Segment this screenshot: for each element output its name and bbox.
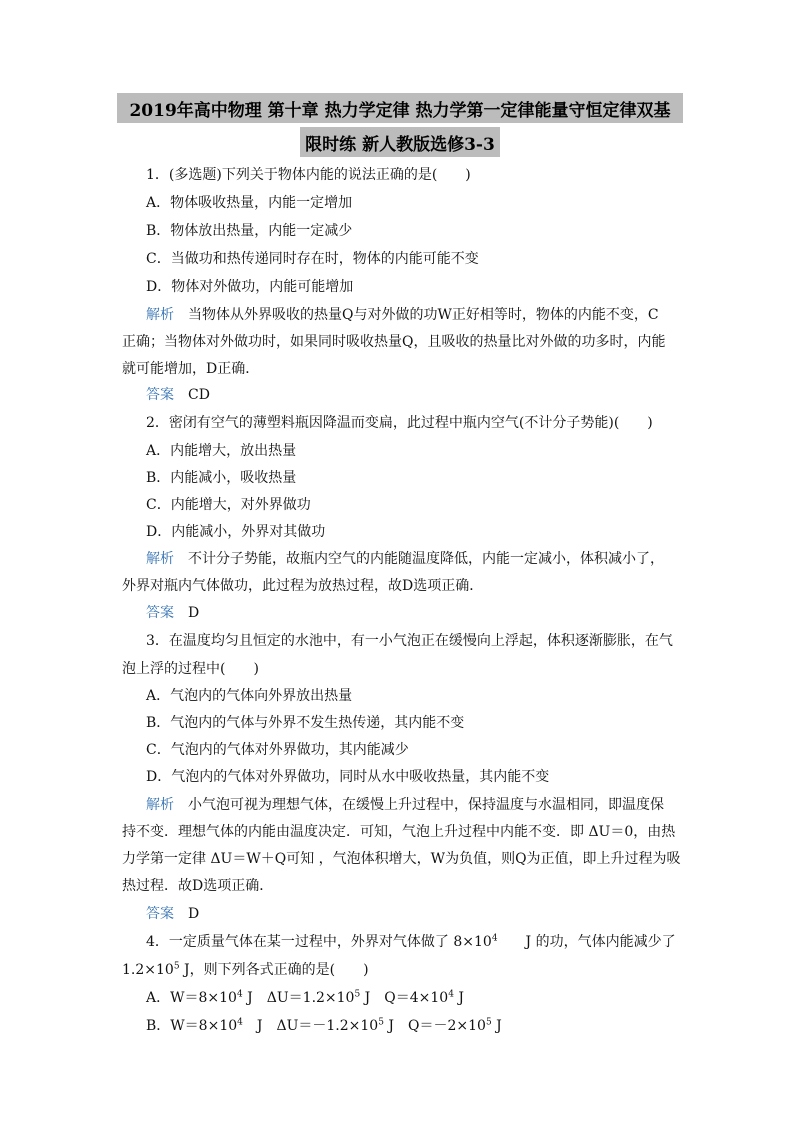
q2-answer: 答案 D — [146, 605, 200, 621]
q4-option-a: A．$W=8\times 10^4$ J $\Delta U=1.2\times 10^5$ J $Q=4\times 10^4$ J — [146, 989, 464, 1006]
q2-option-b: B．内能减小，吸收热量 — [146, 470, 297, 486]
analysis-label: 解析 — [146, 307, 174, 323]
q4-stem: 4．一定质量气体在某一过程中，外界对气体做了 $8\times 10^4$ J 的功，气体内能减少了 — [146, 933, 676, 950]
q3-stem: 3．在温度均匀且恒定的水池中，有一小气泡正在缓慢向上浮起，体积逐渐膨胀，在气 — [146, 633, 673, 649]
q1-option-b: B．物体放出热量，内能一定减少 — [146, 223, 353, 239]
q3-analysis: 解析 小气泡可视为理想气体，在缓慢上升过程中，保持温度与水温相同，即温度保 — [146, 797, 664, 813]
q3-option-a: A．气泡内的气体向外界放出热量 — [146, 688, 353, 704]
q1-option-c: C．当做功和热传递同时存在时，物体的内能可能不变 — [146, 251, 479, 267]
q3-option-c: C．气泡内的气体对外界做功，其内能减少 — [146, 742, 409, 758]
q1-stem: 1．(多选题)下列关于物体内能的说法正确的是( ) — [146, 167, 471, 183]
page-title: 2019年高中物理 第十章 热力学定律 热力学第一定律能量守恒定律双基 — [129, 101, 671, 121]
q3-answer: 答案 D — [146, 906, 200, 922]
q1-answer: 答案 CD — [146, 387, 210, 403]
q3-option-d: D．气泡内的气体对外界做功，同时从水中吸收热量，其内能不变 — [146, 769, 550, 785]
q2-option-c: C．内能增大，对外界做功 — [146, 497, 311, 513]
answer-label: 答案 — [146, 906, 174, 922]
q4-option-b: B．$W=8\times 10^4$ J $\Delta U=-1.2\times 10^5$ J $Q=-2\times 10^5$ J — [146, 1017, 502, 1034]
q2-stem: 2．密闭有空气的薄塑料瓶因降温而变扁，此过程中瓶内空气(不计分子势能)( ) — [146, 415, 653, 431]
q1-analysis-cont: 就可能增加，D正确． — [122, 361, 260, 377]
q1-option-a: A．物体吸收热量，内能一定增加 — [146, 195, 353, 211]
page-title-line2: 限时练 新人教版选修3-3 — [305, 135, 495, 155]
q4-stem-cont: $1.2\times 10^5$ J，则下列各式正确的是( ) — [122, 961, 369, 978]
answer-label: 答案 — [146, 605, 174, 621]
analysis-label: 解析 — [146, 797, 174, 813]
answer-label: 答案 — [146, 387, 174, 403]
q3-analysis-cont: 热过程．故D选项正确． — [122, 878, 274, 894]
q1-analysis: 解析 当物体从外界吸收的热量Q与对外做的功W正好相等时，物体的内能不变，C — [146, 307, 659, 323]
q2-analysis: 解析 不计分子势能，故瓶内空气的内能随温度降低，内能一定减小，体积减小了， — [146, 551, 664, 567]
q2-analysis-cont: 外界对瓶内气体做功，此过程为放热过程，故D选项正确． — [122, 578, 484, 594]
q3-stem-cont: 泡上浮的过程中( ) — [122, 661, 259, 677]
analysis-label: 解析 — [146, 551, 174, 567]
q3-analysis-cont: 力学第一定律 ΔU＝W＋Q可知 ，气泡体积增大，W为负值，则Q为正值，即上升过程为吸 — [122, 851, 681, 867]
q1-analysis-cont: 正确；当物体对外做功时，如果同时吸收热量Q，且吸收的热量比对外做的功多时，内能 — [122, 334, 666, 350]
q3-analysis-cont: 持不变．理想气体的内能由温度决定．可知，气泡上升过程中内能不变．即 ΔU＝0，由热 — [122, 824, 676, 840]
q1-option-d: D．物体对外做功，内能可能增加 — [146, 279, 354, 295]
q3-option-b: B．气泡内的气体与外界不发生热传递，其内能不变 — [146, 715, 465, 731]
q2-option-a: A．内能增大，放出热量 — [146, 443, 297, 459]
q2-option-d: D．内能减小，外界对其做功 — [146, 524, 326, 540]
